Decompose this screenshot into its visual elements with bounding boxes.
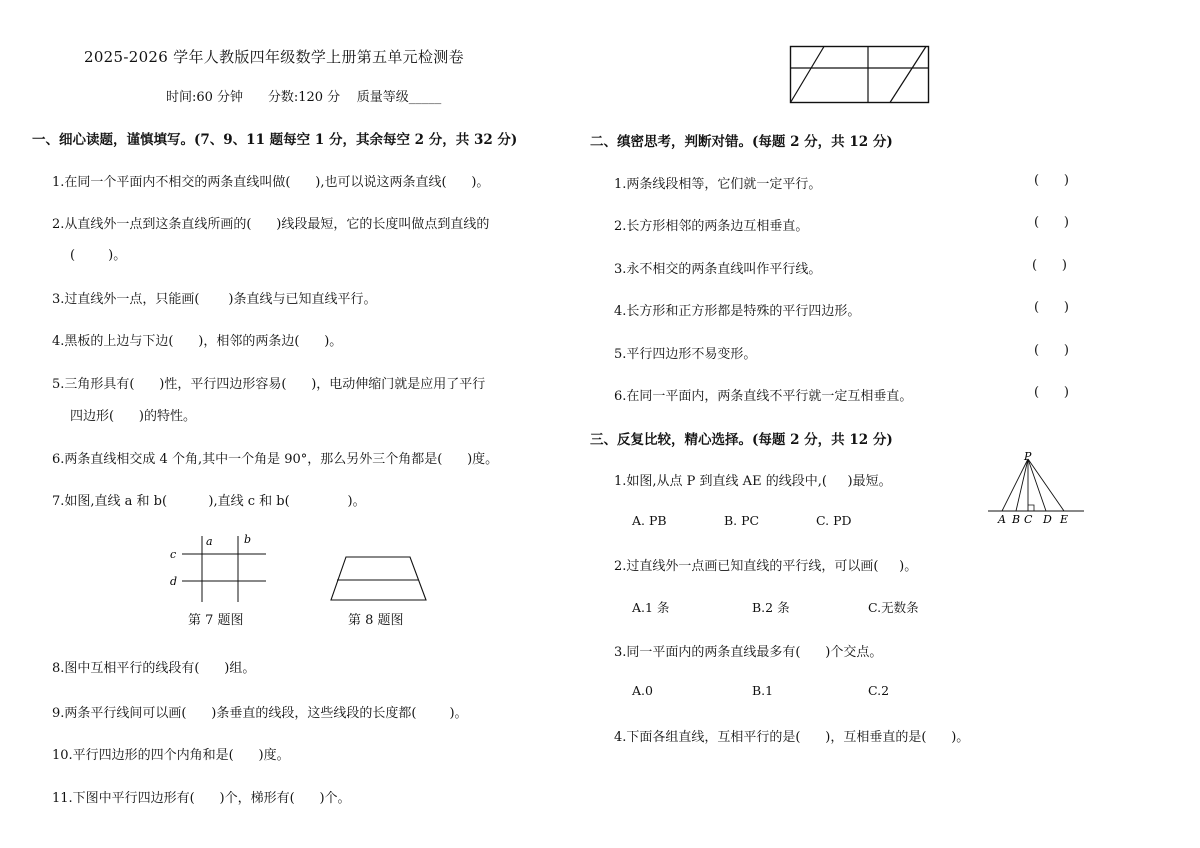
- label-a: A: [998, 513, 1006, 526]
- label-p: P: [1024, 450, 1032, 463]
- s3-question-1: 1.如图,从点 P 到直线 AE 的线段中,( )最短。: [614, 474, 892, 489]
- s2-item-3: 3.永不相交的两条直线叫作平行线。: [614, 262, 822, 277]
- s2-item-6: 6.在同一平面内，两条直线不平行就一定互相垂直。: [614, 389, 913, 404]
- s3-question-3: 3.同一平面内的两条直线最多有( )个交点。: [614, 645, 883, 660]
- figure-8-caption: 第 8 题图: [348, 613, 404, 628]
- label-c: c: [170, 548, 177, 561]
- s1-question-11: 11.下图中平行四边形有( )个，梯形有( )个。: [52, 791, 351, 806]
- s2-answer-blank-5: ( ): [1034, 343, 1069, 358]
- label-d: d: [170, 575, 178, 588]
- page-title: 2025-2026 学年人教版四年级数学上册第五单元检测卷: [84, 48, 464, 66]
- s3-q2-option-a: A.1 条: [632, 600, 670, 615]
- s1-question-7: 7.如图,直线 a 和 b( ),直线 c 和 b( )。: [52, 494, 366, 509]
- section2-heading: 二、缜密思考，判断对错。(每题 2 分，共 12 分): [590, 134, 893, 150]
- s1-question-5-cont: 四边形( )的特性。: [70, 409, 196, 424]
- s2-answer-blank-4: ( ): [1034, 300, 1069, 315]
- s2-item-4: 4.长方形和正方形都是特殊的平行四边形。: [614, 304, 861, 319]
- label-b: B: [1012, 513, 1021, 526]
- label-b: b: [244, 533, 252, 546]
- label-c: C: [1024, 513, 1033, 526]
- s3-q1-option-b: B. PC: [724, 513, 760, 528]
- s1-question-1: 1.在同一个平面内不相交的两条直线叫做( ),也可以说这两条直线( )。: [52, 175, 490, 190]
- label-e: E: [1060, 513, 1069, 526]
- s2-answer-blank-1: ( ): [1034, 173, 1069, 188]
- section1-heading: 一、细心读题，谨慎填写。(7、9、11 题每空 1 分，其余每空 2 分，共 32 分): [32, 132, 518, 148]
- s3-q3-option-c: C.2: [868, 683, 890, 698]
- s3-q1-option-c: C. PD: [816, 513, 852, 528]
- q7-figure: [166, 532, 270, 604]
- s1-question-10: 10.平行四边形的四个内角和是( )度。: [52, 748, 290, 763]
- q11-figure: [790, 46, 930, 104]
- s3-q3-option-b: B.1: [752, 683, 774, 698]
- s3-question-4: 4.下面各组直线，互相平行的是( )，互相垂直的是( )。: [614, 730, 970, 745]
- s1-question-9: 9.两条平行线间可以画( )条垂直的线段，这些线段的长度都( )。: [52, 706, 468, 721]
- exam-meta: 时间:60 分钟 分数:120 分 质量等级_____: [166, 90, 442, 105]
- s2-answer-blank-3: ( ): [1032, 258, 1067, 273]
- s3-q3-option-a: A.0: [632, 683, 653, 698]
- s3-q2-option-b: B.2 条: [752, 600, 790, 615]
- section3-heading: 三、反复比较，精心选择。(每题 2 分，共 12 分): [590, 432, 893, 448]
- s1-question-3: 3.过直线外一点，只能画( )条直线与已知直线平行。: [52, 292, 377, 307]
- q8-figure: [330, 556, 428, 602]
- s3-q2-option-c: C.无数条: [868, 600, 919, 615]
- s2-answer-blank-6: ( ): [1034, 385, 1069, 400]
- point-p-line-ae-figure: [988, 450, 1088, 526]
- s2-answer-blank-2: ( ): [1034, 215, 1069, 230]
- label-a: a: [206, 535, 213, 548]
- figure-7-caption: 第 7 题图: [188, 613, 244, 628]
- s1-question-2-cont: ( )。: [70, 248, 127, 263]
- label-d: D: [1043, 513, 1052, 526]
- s2-item-5: 5.平行四边形不易变形。: [614, 347, 757, 362]
- s1-question-8: 8.图中互相平行的线段有( )组。: [52, 661, 256, 676]
- s1-question-5: 5.三角形具有( )性，平行四边形容易( )，电动伸缩门就是应用了平行: [52, 377, 486, 392]
- s1-question-2: 2.从直线外一点到这条直线所画的( )线段最短，它的长度叫做点到直线的: [52, 217, 490, 232]
- s1-question-6: 6.两条直线相交成 4 个角,其中一个角是 90°，那么另外三个角都是( )度。: [52, 452, 499, 467]
- s2-item-2: 2.长方形相邻的两条边互相垂直。: [614, 219, 809, 234]
- s2-item-1: 1.两条线段相等，它们就一定平行。: [614, 177, 822, 192]
- s3-q1-option-a: A. PB: [632, 513, 667, 528]
- s1-question-4: 4.黑板的上边与下边( )，相邻的两条边( )。: [52, 334, 343, 349]
- s3-question-2: 2.过直线外一点画已知直线的平行线，可以画( )。: [614, 559, 918, 574]
